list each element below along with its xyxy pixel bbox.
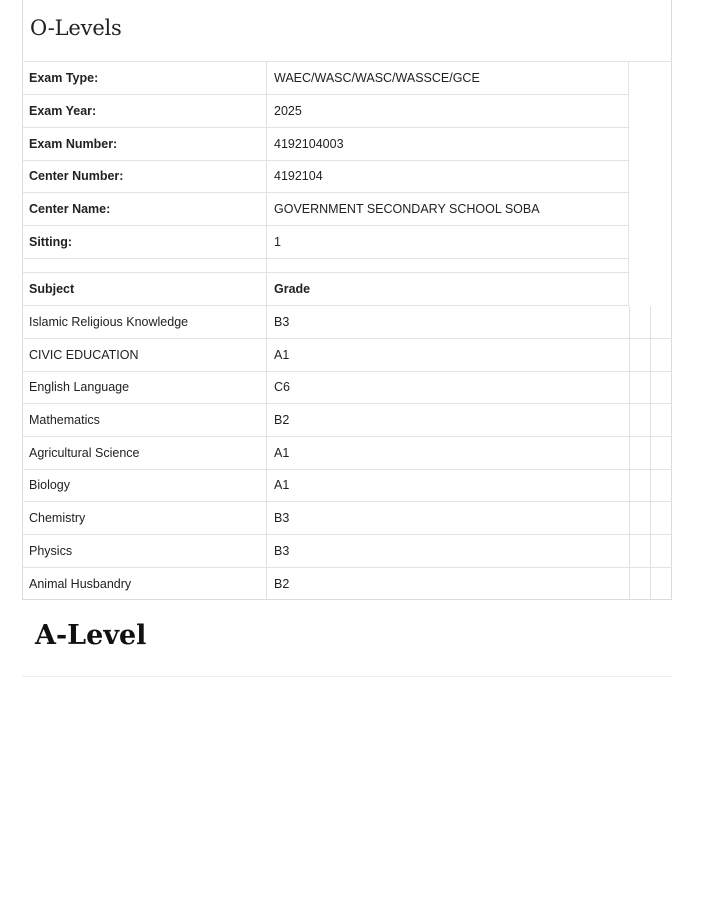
spacer-row [22, 259, 629, 273]
grade-cell: B3 [266, 535, 629, 567]
subject-cell: Biology [29, 478, 70, 492]
empty-cell [650, 404, 672, 436]
info-value: 2025 [266, 95, 629, 127]
table-row [22, 535, 672, 568]
empty-cell [629, 535, 650, 567]
empty-cell [650, 437, 672, 469]
empty-cell [650, 567, 672, 600]
table-row [22, 469, 672, 502]
grade-column-header: Grade [266, 273, 629, 305]
subject-cell: Agricultural Science [29, 446, 140, 460]
results-header-row [22, 273, 629, 306]
table-row [22, 371, 672, 404]
table-row [22, 306, 672, 339]
info-label: Center Number: [29, 169, 124, 183]
alevel-title: A-Level [35, 620, 147, 651]
info-value: 4192104 [266, 160, 629, 192]
subject-column-header: Subject [29, 282, 75, 296]
info-row-sitting [22, 226, 629, 259]
spacer-cell [22, 259, 266, 272]
empty-cell [629, 339, 650, 371]
empty-cell [650, 339, 672, 371]
table-row [22, 437, 672, 470]
info-row-exam-type [22, 62, 629, 95]
table-row [22, 502, 672, 535]
empty-cell [629, 371, 650, 403]
grade-cell: B3 [266, 502, 629, 534]
empty-cell [629, 437, 650, 469]
table-row [22, 404, 672, 437]
grade-cell: A1 [266, 469, 629, 501]
empty-cell [650, 306, 672, 338]
info-row-center-name [22, 193, 629, 226]
empty-cell [650, 469, 672, 501]
empty-cell [629, 306, 650, 338]
info-label: Exam Year: [29, 104, 97, 118]
olevels-title: O-Levels [30, 16, 122, 40]
empty-cell [629, 502, 650, 534]
subject-cell: English Language [29, 380, 130, 394]
empty-cell [650, 502, 672, 534]
grade-cell: A1 [266, 339, 629, 371]
subject-cell: Animal Husbandry [29, 576, 132, 591]
grade-cell: B2 [266, 404, 629, 436]
subject-cell: Physics [29, 544, 73, 558]
grade-cell: B3 [266, 306, 629, 338]
grade-cell: B2 [266, 567, 629, 600]
subject-cell: Mathematics [29, 413, 100, 427]
empty-cell [650, 535, 672, 567]
empty-cell [629, 404, 650, 436]
info-label: Center Name: [29, 202, 111, 216]
info-label: Exam Number: [29, 137, 118, 151]
info-value: GOVERNMENT SECONDARY SCHOOL SOBA [266, 193, 629, 225]
grade-cell: C6 [266, 371, 629, 403]
info-value: WAEC/WASC/WASC/WASSCE/GCE [266, 62, 629, 94]
table-row [22, 339, 672, 372]
subject-cell: Islamic Religious Knowledge [29, 315, 189, 329]
empty-cell [629, 469, 650, 501]
info-value: 4192104003 [266, 128, 629, 160]
info-label: Sitting: [29, 235, 73, 249]
table-row [22, 567, 672, 600]
info-label: Exam Type: [29, 71, 99, 85]
info-row-center-number [22, 160, 629, 193]
info-row-exam-number [22, 128, 629, 161]
grade-cell: A1 [266, 437, 629, 469]
info-value: 1 [266, 226, 629, 258]
spacer-cell [266, 259, 629, 272]
empty-cell [629, 567, 650, 600]
subject-cell: Chemistry [29, 511, 86, 525]
empty-cell [650, 371, 672, 403]
subject-cell: CIVIC EDUCATION [29, 348, 139, 362]
info-row-exam-year [22, 95, 629, 128]
divider [22, 676, 672, 677]
